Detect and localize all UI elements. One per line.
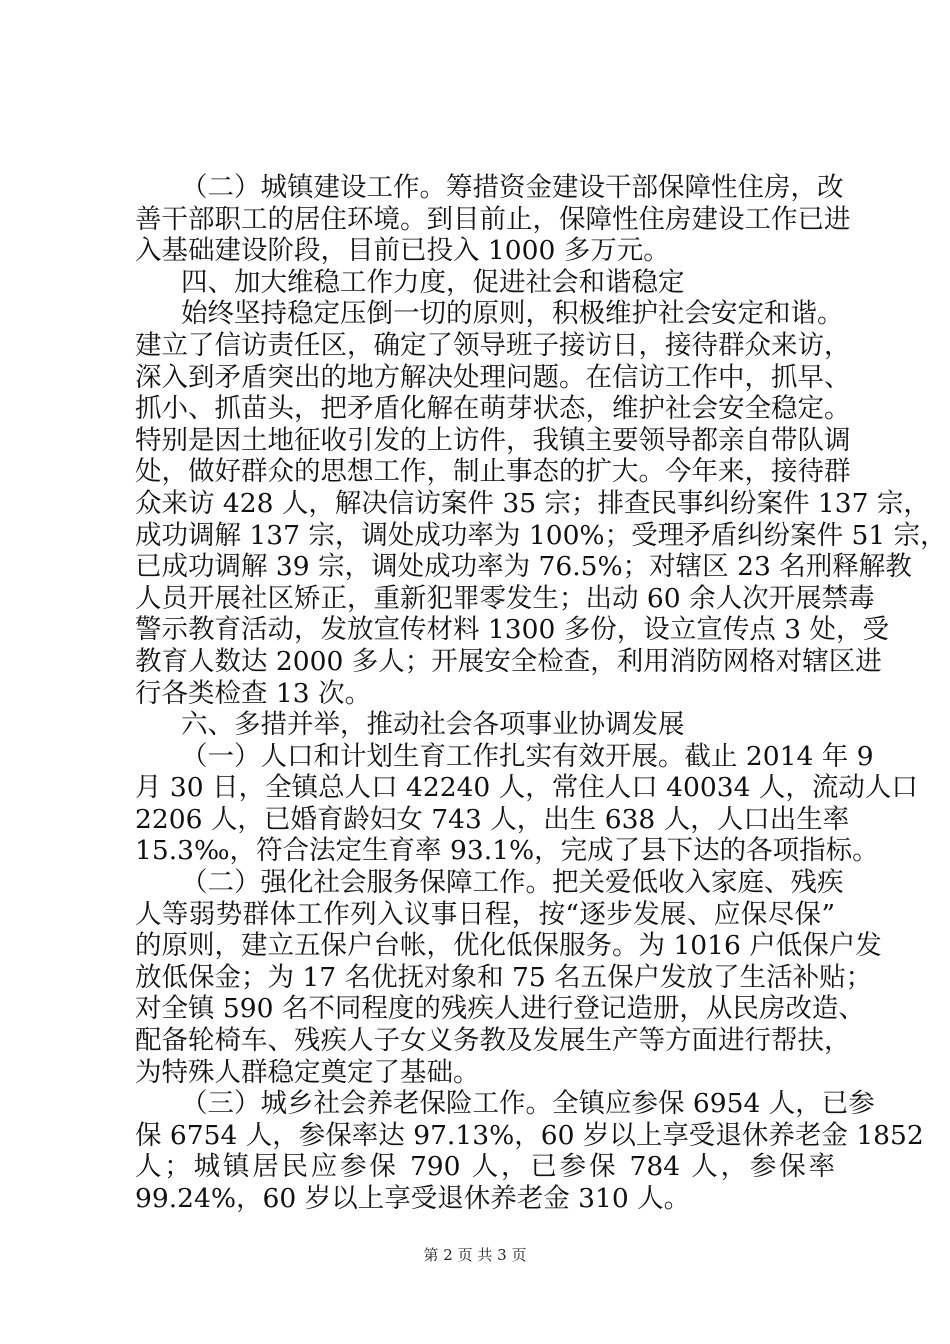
text-line: 建立了信访责任区，确定了领导班子接访日，接待群众来访， [135, 329, 851, 361]
text-line: 人；城镇居民应参保 790 人，已参保 784 人，参保率 [135, 1151, 835, 1183]
text-line: 人等弱势群体工作列入议事日程，按“逐步发展、应保尽保” [135, 898, 835, 930]
text-line: 行各类检查 13 次。 [135, 677, 372, 709]
text-line: 教育人数达 2000 多人；开展安全检查，利用消防网格对辖区进 [135, 645, 882, 677]
text-line: 配备轮椅车、残疾人子女义务教及发展生产等方面进行帮扶， [135, 1025, 851, 1057]
text-line: 深入到矛盾突出的地方解决处理问题。在信访工作中，抓早、 [135, 361, 851, 393]
text-line: 入基础建设阶段，目前已投入 1000 多万元。 [135, 235, 670, 267]
text-line: 月 30 日，全镇总人口 42240 人，常住人口 40034 人，流动人口 [135, 772, 918, 804]
text-line: 六、多措并举，推动社会各项事业协调发展 [181, 709, 685, 741]
text-line: 对全镇 590 名不同程度的残疾人进行登记造册，从民房改造、 [135, 993, 865, 1025]
text-line: 保 6754 人，参保率达 97.13%，60 岁以上享受退休养老金 1852 [135, 1119, 924, 1151]
text-line: （二）城镇建设工作。筹措资金建设干部保障性住房，改 [181, 172, 844, 203]
text-line: 99.24%，60 岁以上享受退休养老金 310 人。 [135, 1183, 691, 1214]
text-line: 处，做好群众的思想工作，制止事态的扩大。今年来，接待群 [135, 456, 851, 488]
text-line: 成功调解 137 宗，调处成功率为 100%；受理矛盾纠纷案件 51 宗， [135, 519, 947, 551]
text-line: 特别是因土地征收引发的上访件，我镇主要领导都亲自带队调 [135, 424, 851, 456]
text-line: 警示教育活动，发放宣传材料 1300 多份，设立宣传点 3 处，受 [135, 614, 889, 646]
text-line: 的原则，建立五保户台帐，优化低保服务。为 1016 户低保户发 [135, 930, 882, 962]
text-line: 抓小、抓苗头，把矛盾化解在萌芽状态，维护社会安全稳定。 [135, 393, 851, 425]
text-line: 四、加大维稳工作力度，促进社会和谐稳定 [181, 266, 685, 298]
text-line: 15.3‰，符合法定生育率 93.1%，完成了县下达的各项指标。 [135, 835, 879, 867]
text-line: 为特殊人群稳定奠定了基础。 [135, 1056, 480, 1088]
text-line: 始终坚持稳定压倒一切的原则，积极维护社会安定和谐。 [181, 298, 844, 330]
text-line: 人员开展社区矫正，重新犯罪零发生；出动 60 余人次开展禁毒 [135, 582, 875, 614]
text-line: （一）人口和计划生育工作扎实有效开展。截止 2014 年 9 [181, 740, 874, 772]
text-line: 众来访 428 人，解决信访案件 35 宗；排查民事纠纷案件 137 宗， [135, 487, 930, 519]
text-line: 放低保金；为 17 名优抚对象和 75 名五保户发放了生活补贴； [135, 961, 873, 993]
text-line: 善干部职工的居住环境。到目前止，保障性住房建设工作已进 [135, 203, 851, 235]
document-body [135, 172, 947, 1215]
text-line: （二）强化社会服务保障工作。把关爱低收入家庭、残疾 [181, 867, 844, 899]
text-line: 2206 人，已婚育龄妇女 743 人，出生 638 人，人口出生率 [135, 803, 850, 835]
text-line: 已成功调解 39 宗，调处成功率为 76.5%；对辖区 23 名刑释解教 [135, 551, 912, 583]
text-line: （三）城乡社会养老保险工作。全镇应参保 6954 人，已参 [181, 1088, 875, 1120]
page-footer: 第 2 页 共 3 页 [423, 1246, 527, 1264]
